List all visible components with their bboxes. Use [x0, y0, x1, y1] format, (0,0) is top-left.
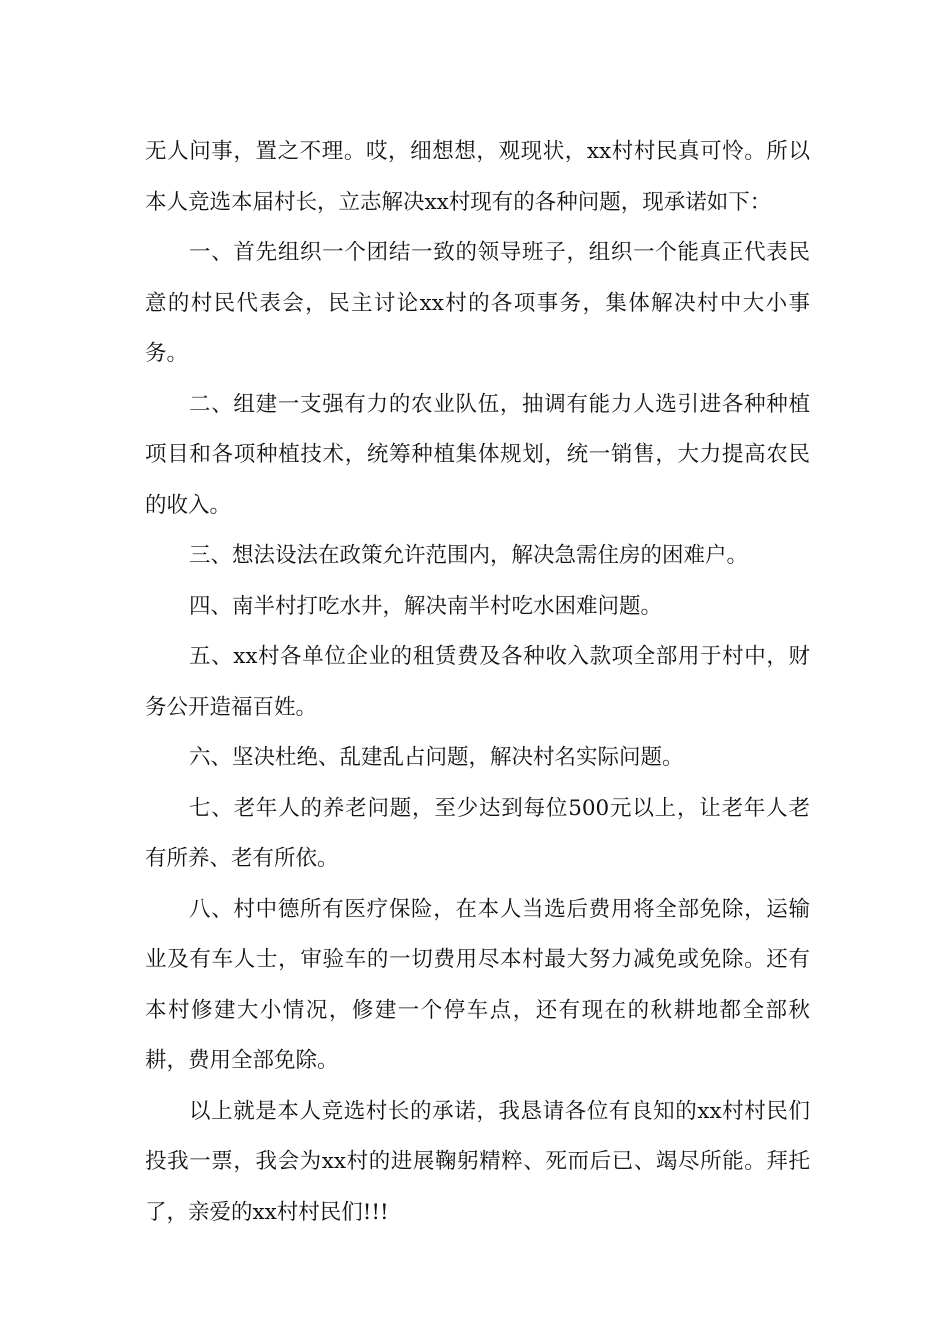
paragraph-item-1: 一、首先组织一个团结一致的领导班子，组织一个能真正代表民意的村民代表会，民主讨论xx村的各项事务，集体解决村中大小事务。 [145, 240, 810, 366]
paragraph-closing: 以上就是本人竞选村长的承诺，我恳请各位有良知的xx村村民们投我一票，我会为xx村的进展鞠躬精粹、死而后已、竭尽所能。拜托了，亲爱的xx村村民们!!! [145, 1098, 810, 1225]
paragraph-item-3: 三、想法设法在政策允许范围内，解决急需住房的困难户。 [189, 543, 749, 568]
paragraph-item-6: 六、坚决杜绝、乱建乱占问题，解决村名实际问题。 [189, 745, 684, 770]
paragraph-item-7: 七、老年人的养老问题，至少达到每位500元以上，让老年人老有所养、老有所依。 [145, 795, 810, 871]
paragraph-item-8: 八、村中德所有医疗保险，在本人当选后费用将全部免除，运输业及有车人士，审验车的一切费用尽本村最大努力减免或免除。还有本村修建大小情况，修建一个停车点，还有现在的秋耕地都全部秋耕，费用全部免除。 [145, 896, 810, 1073]
paragraph-item-2: 二、组建一支强有力的农业队伍，抽调有能力人选引进各种种植项目和各项种植技术，统筹种植集体规划，统一销售，大力提高农民的收入。 [145, 391, 810, 518]
paragraph-item-4: 四、南半村打吃水井，解决南半村吃水困难问题。 [189, 593, 663, 619]
paragraph-intro: 无人问事，置之不理。哎，细想想，观现状，xx村村民真可怜。所以本人竞选本届村长，立志解决xx村现有的各种问题，现承诺如下： [145, 139, 810, 215]
paragraph-item-5: 五、xx村各单位企业的租赁费及各种收入款项全部用于村中，财务公开造福百姓。 [145, 644, 810, 720]
document-body [145, 127, 810, 1238]
